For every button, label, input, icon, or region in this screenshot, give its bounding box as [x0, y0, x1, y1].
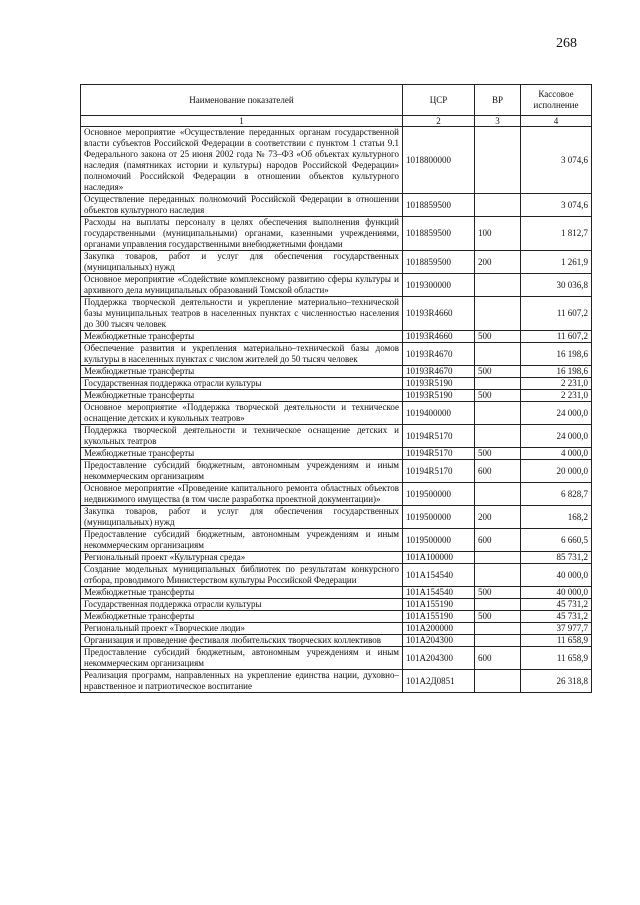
row-csr-code: 10193R5190	[403, 378, 475, 390]
row-amount: 2 231,0	[521, 378, 592, 390]
row-amount: 4 000,0	[521, 448, 592, 460]
row-vr-code: 600	[475, 529, 521, 552]
row-csr-code: 101A155190	[403, 599, 475, 611]
row-name: Реализация программ, направленных на укрепление единства нации, духовно–нравственное и патриотическое воспитание	[81, 670, 403, 693]
row-name: Основное мероприятие «Содействие комплексному развитию сферы культуры и архивного дела муниципальных образований Томской области»	[81, 274, 403, 297]
row-csr-code: 10193R4670	[403, 343, 475, 366]
row-csr-code: 10193R5190	[403, 390, 475, 402]
row-name: Межбюджетные трансферты	[81, 366, 403, 378]
row-vr-code	[475, 425, 521, 448]
row-vr-code	[475, 564, 521, 587]
row-vr-code: 500	[475, 587, 521, 599]
row-amount: 11 607,2	[521, 297, 592, 331]
row-csr-code: 1018859500	[403, 251, 475, 274]
row-csr-code: 1019500000	[403, 529, 475, 552]
row-vr-code	[475, 378, 521, 390]
row-vr-code: 500	[475, 611, 521, 623]
row-vr-code: 200	[475, 251, 521, 274]
row-amount: 6 828,7	[521, 483, 592, 506]
table-row	[81, 483, 592, 506]
table-row	[81, 378, 592, 390]
row-amount: 6 660,5	[521, 529, 592, 552]
row-vr-code	[475, 670, 521, 693]
row-vr-code	[475, 274, 521, 297]
row-name: Межбюджетные трансферты	[81, 587, 403, 599]
row-csr-code: 1018800000	[403, 127, 475, 194]
table-row	[81, 529, 592, 552]
row-amount: 3 074,6	[521, 194, 592, 217]
row-amount: 45 731,2	[521, 599, 592, 611]
row-name: Межбюджетные трансферты	[81, 390, 403, 402]
row-vr-code: 500	[475, 390, 521, 402]
column-number: 1	[81, 116, 403, 127]
row-amount: 24 000,0	[521, 425, 592, 448]
row-vr-code: 500	[475, 366, 521, 378]
row-name: Поддержка творческой деятельности и укрепление материально–технической базы муниципальных театров в населенных пунктах с численностью населения до 300 тысяч человек	[81, 297, 403, 331]
table-row	[81, 460, 592, 483]
row-csr-code: 101A154540	[403, 564, 475, 587]
row-amount: 2 231,0	[521, 390, 592, 402]
row-amount: 40 000,0	[521, 564, 592, 587]
row-name: Предоставление субсидий бюджетным, автономным учреждениям и иным некоммерческим организациям	[81, 460, 403, 483]
table-row	[81, 425, 592, 448]
row-name: Межбюджетные трансферты	[81, 611, 403, 623]
row-vr-code	[475, 343, 521, 366]
column-number-row	[81, 116, 592, 127]
row-csr-code: 1019500000	[403, 483, 475, 506]
row-vr-code	[475, 623, 521, 635]
row-vr-code	[475, 552, 521, 564]
table-row	[81, 552, 592, 564]
row-vr-code	[475, 127, 521, 194]
row-csr-code: 1019300000	[403, 274, 475, 297]
table-row	[81, 599, 592, 611]
row-amount: 1 812,7	[521, 217, 592, 251]
table-row	[81, 623, 592, 635]
row-amount: 20 000,0	[521, 460, 592, 483]
table-row	[81, 506, 592, 529]
row-name: Расходы на выплаты персоналу в целях обеспечения выполнения функций государственными (муниципальными) органами, казенными учреждениями, органами управления государственными внебюджетными фондами	[81, 217, 403, 251]
row-csr-code: 1019500000	[403, 506, 475, 529]
row-name: Предоставление субсидий бюджетным, автономным учреждениям и иным некоммерческим организациям	[81, 529, 403, 552]
page-number: 268	[556, 36, 577, 51]
row-name: Осуществление переданных полномочий Российской Федерации в отношении объектов культурного наследия	[81, 194, 403, 217]
row-csr-code: 10194R5170	[403, 448, 475, 460]
row-vr-code	[475, 635, 521, 647]
row-name: Основное мероприятие «Проведение капитального ремонта областных объектов недвижимого имущества (в том числе разработка проектной документации)»	[81, 483, 403, 506]
budget-execution-table	[80, 84, 592, 693]
row-amount: 168,2	[521, 506, 592, 529]
column-number: 3	[475, 116, 521, 127]
row-name: Региональный проект «Творческие люди»	[81, 623, 403, 635]
row-csr-code: 10193R4670	[403, 366, 475, 378]
row-csr-code: 101A204300	[403, 635, 475, 647]
row-vr-code	[475, 599, 521, 611]
table-row	[81, 251, 592, 274]
row-amount: 11 658,9	[521, 647, 592, 670]
row-name: Основное мероприятие «Поддержка творческой деятельности и техническое оснащение детских и кукольных театров»	[81, 402, 403, 425]
table-row	[81, 670, 592, 693]
table-row	[81, 366, 592, 378]
row-name: Основное мероприятие «Осуществление переданных органам государственной власти субъектов Российской Федерации в соответствии с пунктом 1 статьи 9.1 Федерального закона от 25 июня 2002 года № 73–ФЗ «Об объектах культурного наследия (памятниках истории и культуры) народов Российской Федерации» полномочий Российской Федерации в отношении объектов культурного наследия»	[81, 127, 403, 194]
header-csr: ЦСР	[403, 85, 475, 116]
table-row	[81, 127, 592, 194]
row-amount: 16 198,6	[521, 343, 592, 366]
row-amount: 11 607,2	[521, 331, 592, 343]
row-vr-code	[475, 297, 521, 331]
row-vr-code	[475, 402, 521, 425]
row-csr-code: 1019400000	[403, 402, 475, 425]
row-vr-code	[475, 483, 521, 506]
table-row	[81, 274, 592, 297]
row-amount: 26 318,8	[521, 670, 592, 693]
row-vr-code: 600	[475, 647, 521, 670]
row-csr-code: 10193R4660	[403, 331, 475, 343]
row-csr-code: 1018859500	[403, 194, 475, 217]
table-row	[81, 564, 592, 587]
row-amount: 85 731,2	[521, 552, 592, 564]
row-name: Межбюджетные трансферты	[81, 331, 403, 343]
header-name: Наименование показателей	[81, 85, 403, 116]
row-csr-code: 101A100000	[403, 552, 475, 564]
table-row	[81, 390, 592, 402]
row-amount: 40 000,0	[521, 587, 592, 599]
table-row	[81, 217, 592, 251]
row-name: Предоставление субсидий бюджетным, автономным учреждениям и иным некоммерческим организациям	[81, 647, 403, 670]
row-vr-code: 500	[475, 331, 521, 343]
row-amount: 45 731,2	[521, 611, 592, 623]
row-name: Межбюджетные трансферты	[81, 448, 403, 460]
table-row	[81, 331, 592, 343]
table-row	[81, 448, 592, 460]
row-csr-code: 10193R4660	[403, 297, 475, 331]
row-vr-code: 600	[475, 460, 521, 483]
row-name: Региональный проект «Культурная среда»	[81, 552, 403, 564]
row-vr-code	[475, 194, 521, 217]
row-amount: 3 074,6	[521, 127, 592, 194]
row-name: Государственная поддержка отрасли культуры	[81, 599, 403, 611]
row-csr-code: 101A200000	[403, 623, 475, 635]
table-row	[81, 635, 592, 647]
row-csr-code: 101A2Д0851	[403, 670, 475, 693]
row-name: Государственная поддержка отрасли культуры	[81, 378, 403, 390]
table-row	[81, 402, 592, 425]
row-amount: 37 977,7	[521, 623, 592, 635]
column-number: 4	[521, 116, 592, 127]
row-vr-code: 100	[475, 217, 521, 251]
table-row	[81, 297, 592, 331]
row-name: Организация и проведение фестиваля любительских творческих коллективов	[81, 635, 403, 647]
column-number: 2	[403, 116, 475, 127]
table-row	[81, 343, 592, 366]
table-row	[81, 194, 592, 217]
header-vr: ВР	[475, 85, 521, 116]
row-csr-code: 101A155190	[403, 611, 475, 623]
row-amount: 1 261,9	[521, 251, 592, 274]
row-csr-code: 10194R5170	[403, 425, 475, 448]
row-amount: 11 658,9	[521, 635, 592, 647]
row-name: Поддержка творческой деятельности и техническое оснащение детских и кукольных театров	[81, 425, 403, 448]
table-row	[81, 611, 592, 623]
row-amount: 30 036,8	[521, 274, 592, 297]
row-csr-code: 101A204300	[403, 647, 475, 670]
table-body	[81, 127, 592, 693]
row-vr-code: 500	[475, 448, 521, 460]
row-csr-code: 101A154540	[403, 587, 475, 599]
table-row	[81, 647, 592, 670]
row-name: Закупка товаров, работ и услуг для обеспечения государственных (муниципальных) нужд	[81, 506, 403, 529]
table-header-row	[81, 85, 592, 116]
row-amount: 16 198,6	[521, 366, 592, 378]
row-csr-code: 1018859500	[403, 217, 475, 251]
row-amount: 24 000,0	[521, 402, 592, 425]
row-name: Закупка товаров, работ и услуг для обеспечения государственных (муниципальных) нужд	[81, 251, 403, 274]
row-vr-code: 200	[475, 506, 521, 529]
table-row	[81, 587, 592, 599]
row-csr-code: 10194R5170	[403, 460, 475, 483]
row-name: Обеспечение развития и укрепления материально–технической базы домов культуры в населенных пунктах с числом жителей до 50 тысяч человек	[81, 343, 403, 366]
header-amount: Кассовое исполнение	[521, 85, 592, 116]
row-name: Создание модельных муниципальных библиотек по результатам конкурсного отбора, проводимого Министерством культуры Российской Федерации	[81, 564, 403, 587]
